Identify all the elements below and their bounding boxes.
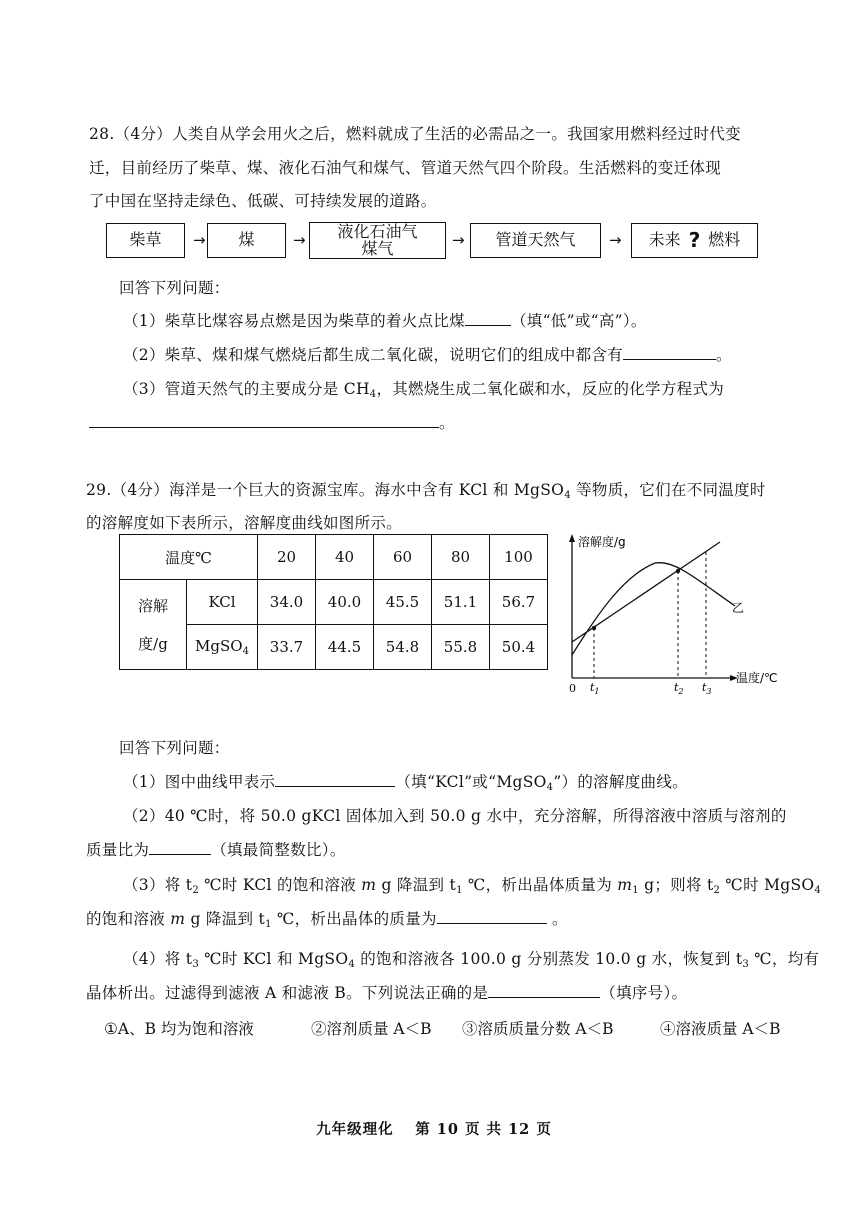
answer-blank[interactable] — [623, 344, 716, 361]
q29-sub3-line1: （3）将 $t_2$ ℃时 KCl 的饱和溶液 m g 降温到 $t_1$ ℃，析出晶体质量为 $m_1$ g；则将 $t_2$ ℃时 MgSO$_4$ — [123, 876, 822, 896]
flow-arrow: → — [293, 231, 306, 249]
q29-stem-line1 — [86, 478, 766, 501]
subscript: 4 — [242, 646, 249, 657]
x-axis-label: 温度/℃ — [736, 671, 778, 685]
q29-sub3-line2: 的饱和溶液 m g 降温到 $t_1$ ℃，析出晶体的质量为 。 — [86, 907, 568, 930]
q29-answer-prompt: 回答下列问题： — [119, 739, 230, 757]
q28-sub1-text: （1）柴草比煤容易点燃是因为柴草的着火点比煤 — [123, 312, 465, 330]
flow-arrow: → — [609, 231, 622, 249]
q28-sub3-answer-line — [89, 411, 455, 433]
solubility-row-header — [120, 580, 187, 670]
origin-label: 0 — [569, 682, 576, 695]
q29-sub2-line1: （2）40 ℃时，将 50.0 gKCl 固体加入到 50.0 g 水中，充分溶解，所得溶液中溶质与溶剂的 — [123, 807, 787, 825]
kcl-value: 56.7 — [490, 580, 548, 625]
q28-stem-line3: 了中国在坚持走绿色、低碳、可持续发展的道路。 — [89, 192, 437, 210]
solubility-table — [119, 534, 548, 670]
q28-sub2-end: 。 — [715, 346, 732, 364]
option-2: ②溶剂质量 A＜B — [311, 1020, 432, 1038]
q28-sub3-text-rest: ，其燃烧生成二氧化碳和水，反应的化学方程式为 — [376, 380, 725, 398]
temp-cell: 80 — [432, 535, 490, 580]
mgso4-value: 55.8 — [432, 625, 490, 670]
y-axis-arrow-icon — [569, 534, 575, 542]
q28-sub3 — [123, 377, 724, 400]
flow-box-chaicao: 柴草 — [106, 223, 185, 258]
q29-sub4-line2: 晶体析出。过滤得到滤液 A 和滤液 B。下列说法正确的是 （填序号）。 — [86, 981, 687, 1003]
mgso4-value: 44.5 — [316, 625, 374, 670]
q29-sub1-text: （1）图中曲线甲表示 — [123, 773, 276, 791]
tick-label-t3: $t_3$ — [702, 681, 712, 696]
q28-sub3-end: 。 — [439, 414, 455, 432]
mgso4-value: 54.8 — [374, 625, 432, 670]
temp-cell: 20 — [258, 535, 316, 580]
q29-stem-line2: 的溶解度如下表所示，溶解度曲线如图所示。 — [86, 514, 403, 532]
answer-blank[interactable] — [89, 412, 439, 429]
answer-blank[interactable] — [437, 908, 547, 925]
flow-box-lpg-gas — [309, 222, 446, 259]
q29-sub2-line2 — [86, 838, 346, 860]
y-axis-label: 溶解度/g — [578, 535, 626, 549]
curve-yi — [572, 563, 735, 655]
q28-sub1 — [123, 309, 647, 331]
tick-label-t1: $t_1$ — [590, 681, 600, 696]
answer-blank[interactable] — [149, 839, 211, 856]
kcl-value: 51.1 — [432, 580, 490, 625]
curve-label-yi: 乙 — [732, 601, 745, 615]
q28-sub2-text: （2）柴草、煤和煤气燃烧后都生成二氧化碳，说明它们的组成中都含有 — [123, 346, 623, 364]
solubility-curve-chart — [560, 530, 790, 700]
tick-label-t2: $t_2$ — [674, 681, 684, 696]
mgso4-value: 33.7 — [258, 625, 316, 670]
answer-blank[interactable] — [275, 771, 395, 788]
mgso4-label — [187, 625, 258, 670]
option-1: ①A、B 均为饱和溶液 — [104, 1020, 254, 1038]
flow-box-future-fuel — [631, 223, 758, 258]
subscript: 4 — [369, 389, 377, 400]
mgso4-label-text: MgSO — [195, 637, 243, 655]
flow-label-fuel: 燃料 — [708, 230, 741, 250]
question-mark-icon: ? — [688, 228, 701, 252]
q28-answer-prompt: 回答下列问题： — [119, 279, 230, 297]
temp-cell: 100 — [490, 535, 548, 580]
flow-box-pipeline-gas: 管道天然气 — [470, 223, 601, 258]
row-label-line2: 度/g — [138, 634, 168, 653]
q29-stem-text-rest: 等物质，它们在不同温度时 — [570, 481, 766, 499]
temp-cell: 60 — [374, 535, 432, 580]
kcl-value: 45.5 — [374, 580, 432, 625]
row-label-line1: 溶解 — [137, 596, 168, 615]
answer-blank[interactable] — [465, 310, 511, 327]
table-row — [120, 535, 548, 580]
flow-label-lpg: 液化石油气 — [337, 221, 418, 241]
mgso4-value: 50.4 — [490, 625, 548, 670]
q29-sub2-hint: （填最简整数比）。 — [211, 841, 346, 859]
option-4: ④溶液质量 A＜B — [660, 1020, 781, 1038]
flow-arrow: → — [193, 231, 206, 249]
option-3: ③溶质质量分数 A＜B — [462, 1020, 614, 1038]
q29-sub1-end: ”）的溶解度曲线。 — [553, 773, 688, 791]
flow-arrow: → — [452, 231, 465, 249]
q29-sub2-text: 质量比为 — [86, 841, 150, 859]
flow-label-gas: 煤气 — [361, 238, 394, 258]
kcl-label: KCl — [187, 580, 258, 625]
q29-sub4-line1: （4）将 $t_3$ ℃时 KCl 和 MgSO$_4$ 的饱和溶液各 100.0 g 分别蒸发 10.0 g 水，恢复到 $t_3$ ℃，均有 — [123, 950, 820, 970]
temp-cell: 40 — [316, 535, 374, 580]
subscript: 4 — [546, 782, 554, 793]
subscript: 4 — [564, 490, 571, 501]
q28-stem-line2: 迁，目前经历了柴草、煤、液化石油气和煤气、管道天然气四个阶段。生活燃料的变迁体现 — [89, 159, 722, 177]
table-row — [120, 580, 548, 625]
flow-box-mei: 煤 — [207, 223, 286, 258]
page-footer: 九年级理化 第 10 页 共 12 页 — [316, 1121, 552, 1138]
kcl-value: 34.0 — [258, 580, 316, 625]
flow-label-future: 未来 — [648, 230, 681, 250]
temp-header: 温度℃ — [120, 535, 258, 580]
q29-sub1 — [123, 770, 688, 793]
q29-sub1-hint: （填“KCl”或“MgSO — [395, 773, 547, 791]
q28-stem-line1: 28.（4分）人类自从学会用火之后，燃料就成了生活的必需品之一。我国家用燃料经过时代变 — [89, 125, 741, 143]
q28-sub1-hint: （填“低”或“高”）。 — [510, 312, 647, 330]
q28-sub3-text: （3）管道天然气的主要成分是 CH — [123, 380, 370, 398]
kcl-value: 40.0 — [316, 580, 374, 625]
q28-sub2 — [123, 343, 732, 365]
q29-stem-text: 29.（4分）海洋是一个巨大的资源宝库。海水中含有 KCl 和 MgSO — [86, 481, 565, 499]
answer-blank[interactable] — [488, 982, 600, 999]
